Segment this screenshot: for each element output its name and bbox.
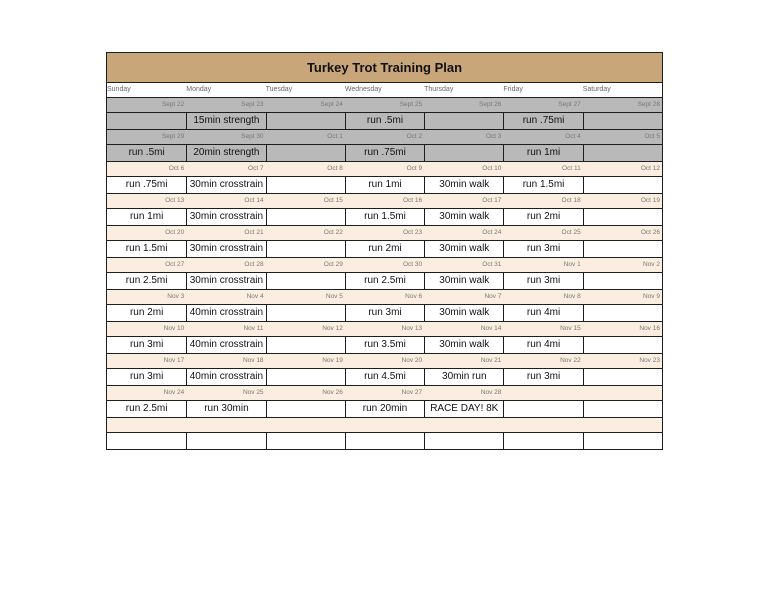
activity-cell[interactable]: 30min run — [424, 369, 503, 385]
date-cell: Oct 31 — [482, 261, 502, 268]
activity-cell[interactable]: run 1.5mi — [125, 243, 168, 254]
date-cell: Oct 23 — [402, 229, 423, 236]
activity-cell[interactable] — [266, 401, 345, 417]
activity-cell[interactable]: run .75mi — [503, 113, 582, 129]
date-row — [107, 162, 662, 176]
week-block — [107, 162, 662, 194]
activity-cell[interactable]: run 2mi — [503, 209, 582, 225]
day-header-tuesday: Tuesday — [265, 86, 293, 93]
date-cell: Oct 12 — [640, 165, 660, 172]
date-cell: Nov 3 — [167, 293, 185, 300]
date-cell: Nov 14 — [480, 325, 502, 332]
activity-cell[interactable]: run .75mi — [345, 145, 424, 161]
activity-cell[interactable] — [583, 209, 662, 225]
week-block — [107, 194, 662, 226]
date-row — [107, 258, 662, 272]
activity-cell[interactable]: run 2mi — [129, 307, 164, 318]
date-cell: Nov 8 — [563, 293, 581, 300]
date-cell — [266, 418, 345, 432]
day-header-saturday: Saturday — [582, 86, 611, 93]
activity-cell[interactable]: 30min walk — [424, 305, 503, 321]
activity-row — [107, 272, 662, 289]
activity-row — [107, 304, 662, 321]
activity-cell[interactable]: run 3mi — [129, 339, 164, 350]
week-block — [107, 386, 662, 418]
activity-cell[interactable]: run 4mi — [503, 337, 582, 353]
activity-cell[interactable]: run 30min — [186, 401, 265, 417]
activity-cell[interactable] — [266, 209, 345, 225]
activity-cell[interactable] — [186, 433, 265, 449]
activity-cell[interactable]: run 4mi — [503, 305, 582, 321]
activity-cell[interactable] — [583, 145, 662, 161]
date-cell: Nov 10 — [163, 325, 185, 332]
activity-cell[interactable] — [266, 241, 345, 257]
week-block — [107, 322, 662, 354]
day-header-monday: Monday — [186, 86, 212, 93]
date-cell: Oct 7 — [248, 165, 264, 172]
date-cell: Sept 23 — [241, 101, 264, 108]
week-block — [107, 226, 662, 258]
date-cell: Sept 30 — [241, 133, 264, 140]
date-cell: Sept 29 — [161, 133, 185, 140]
date-cell: Nov 16 — [639, 325, 660, 332]
date-cell: Oct 18 — [561, 197, 581, 204]
activity-cell[interactable]: 30min crosstrain — [186, 209, 265, 225]
date-row — [107, 290, 662, 304]
activity-cell[interactable]: 20min strength — [186, 145, 265, 161]
date-row — [107, 386, 662, 400]
date-cell — [583, 418, 662, 432]
week-block — [107, 130, 662, 162]
activity-cell[interactable]: 30min walk — [424, 273, 503, 289]
date-cell: Nov 5 — [325, 293, 343, 300]
activity-row — [107, 432, 662, 449]
date-cell: Oct 24 — [482, 229, 502, 236]
activity-cell[interactable]: RACE DAY! 8K — [424, 401, 503, 417]
activity-cell[interactable]: run 4.5mi — [345, 369, 424, 385]
date-row — [107, 418, 662, 432]
activity-cell[interactable]: run .5mi — [345, 113, 424, 129]
activity-cell[interactable] — [266, 337, 345, 353]
date-cell: Oct 21 — [244, 229, 264, 236]
activity-cell[interactable] — [107, 433, 186, 449]
date-cell: Nov 28 — [480, 389, 502, 396]
date-cell: Nov 11 — [243, 325, 264, 332]
activity-cell[interactable] — [424, 113, 503, 129]
date-cell: Nov 9 — [643, 293, 660, 300]
activity-cell[interactable] — [583, 337, 662, 353]
activity-cell[interactable]: 30min crosstrain — [186, 177, 265, 193]
activity-cell[interactable] — [583, 273, 662, 289]
activity-cell[interactable]: run 1mi — [503, 145, 582, 161]
activity-cell[interactable] — [266, 305, 345, 321]
date-cell: Sept 22 — [161, 101, 185, 108]
activity-cell[interactable]: run 3mi — [503, 369, 582, 385]
activity-cell[interactable]: 40min crosstrain — [186, 369, 265, 385]
date-cell — [345, 418, 424, 432]
date-cell: Nov 21 — [480, 357, 502, 364]
date-cell: Oct 19 — [640, 197, 660, 204]
date-row — [107, 194, 662, 208]
date-cell: Oct 22 — [323, 229, 343, 236]
date-cell: Sept 28 — [637, 101, 660, 108]
activity-cell[interactable] — [266, 177, 345, 193]
activity-cell[interactable]: run 1.5mi — [503, 177, 582, 193]
date-cell: Sept 26 — [479, 101, 502, 108]
day-of-week-header — [107, 83, 662, 98]
date-cell: Oct 2 — [406, 133, 423, 140]
date-cell: Nov 24 — [163, 389, 185, 396]
date-cell: Sept 24 — [320, 101, 343, 108]
day-header-friday: Friday — [503, 86, 523, 93]
activity-cell[interactable] — [503, 433, 582, 449]
activity-row — [107, 144, 662, 161]
activity-cell[interactable]: run 1.5mi — [345, 209, 424, 225]
date-cell: Sept 27 — [558, 101, 581, 108]
activity-row — [107, 240, 662, 257]
activity-row — [107, 208, 662, 225]
date-cell: Nov 19 — [322, 357, 343, 364]
date-cell: Oct 3 — [485, 133, 502, 140]
date-row — [107, 98, 662, 112]
date-cell: Oct 20 — [165, 229, 185, 236]
date-cell: Oct 29 — [323, 261, 343, 268]
activity-cell[interactable]: 30min walk — [424, 177, 503, 193]
activity-row — [107, 400, 662, 417]
date-cell: Oct 6 — [168, 165, 185, 172]
date-cell: Oct 1 — [327, 133, 343, 140]
date-cell: Oct 25 — [561, 229, 581, 236]
date-cell: Nov 13 — [401, 325, 423, 332]
activity-cell[interactable]: run 3mi — [345, 305, 424, 321]
date-cell: Oct 9 — [406, 165, 423, 172]
activity-row — [107, 112, 662, 129]
date-cell: Nov 26 — [322, 389, 343, 396]
activity-cell[interactable]: 30min walk — [424, 209, 503, 225]
week-block — [107, 354, 662, 386]
activity-cell[interactable] — [266, 145, 345, 161]
date-row — [107, 322, 662, 336]
date-cell — [503, 386, 582, 400]
activity-cell[interactable] — [107, 113, 186, 129]
training-calendar — [106, 52, 663, 450]
date-cell: Oct 26 — [640, 229, 660, 236]
activity-cell[interactable] — [583, 177, 662, 193]
date-cell: Oct 27 — [165, 261, 185, 268]
date-cell — [186, 418, 265, 432]
activity-cell[interactable]: run 2mi — [345, 241, 424, 257]
activity-cell[interactable] — [583, 369, 662, 385]
activity-cell[interactable]: run 1mi — [345, 177, 424, 193]
activity-cell[interactable]: run 3mi — [503, 273, 582, 289]
date-cell: Oct 10 — [482, 165, 502, 172]
activity-cell[interactable]: 40min crosstrain — [186, 305, 265, 321]
activity-cell[interactable] — [345, 433, 424, 449]
activity-row — [107, 368, 662, 385]
activity-cell[interactable] — [583, 305, 662, 321]
activity-cell[interactable]: 30min walk — [424, 337, 503, 353]
date-cell: Nov 17 — [163, 357, 185, 364]
date-cell: Nov 18 — [242, 357, 264, 364]
date-row — [107, 354, 662, 368]
day-header-thursday: Thursday — [424, 86, 454, 93]
activity-cell[interactable] — [424, 433, 503, 449]
date-row — [107, 226, 662, 240]
date-cell — [424, 418, 503, 432]
date-cell — [583, 386, 662, 400]
date-cell: Nov 6 — [405, 293, 423, 300]
day-header-wednesday: Wednesday — [344, 86, 382, 93]
activity-cell[interactable]: run 3mi — [129, 371, 164, 382]
activity-cell[interactable]: 30min crosstrain — [186, 273, 265, 289]
date-cell: Nov 27 — [401, 389, 423, 396]
date-cell: Nov 1 — [563, 261, 581, 268]
date-cell: Oct 17 — [482, 197, 502, 204]
activity-cell[interactable]: run 20min — [345, 401, 424, 417]
date-cell: Oct 28 — [244, 261, 264, 268]
activity-cell[interactable]: run 1mi — [129, 211, 164, 222]
date-cell: Nov 2 — [643, 261, 660, 268]
date-cell: Oct 11 — [562, 165, 581, 172]
date-cell — [107, 418, 186, 432]
date-row — [107, 130, 662, 144]
activity-cell[interactable] — [266, 433, 345, 449]
activity-cell[interactable]: run 2.5mi — [125, 403, 168, 414]
day-header-sunday: Sunday — [107, 86, 131, 93]
date-cell: Oct 13 — [165, 197, 185, 204]
activity-cell[interactable] — [266, 273, 345, 289]
date-cell: Oct 4 — [565, 133, 581, 140]
activity-cell[interactable] — [503, 401, 582, 417]
week-block — [107, 290, 662, 322]
week-block — [107, 258, 662, 290]
activity-cell[interactable]: run .75mi — [125, 179, 168, 190]
date-cell: Oct 14 — [244, 197, 264, 204]
date-cell — [503, 418, 582, 432]
activity-cell[interactable]: 15min strength — [186, 113, 265, 129]
date-cell: Nov 12 — [322, 325, 343, 332]
activity-cell[interactable]: run 2.5mi — [345, 273, 424, 289]
date-cell: Nov 15 — [560, 325, 581, 332]
date-cell: Nov 25 — [242, 389, 264, 396]
activity-cell[interactable] — [583, 241, 662, 257]
activity-cell[interactable]: 30min walk — [424, 241, 503, 257]
activity-cell[interactable] — [424, 145, 503, 161]
date-cell: Nov 20 — [401, 357, 423, 364]
activity-cell[interactable] — [583, 113, 662, 129]
date-cell: Nov 22 — [560, 357, 581, 364]
activity-cell[interactable]: run 2.5mi — [125, 275, 168, 286]
weeks-container — [107, 98, 662, 449]
activity-row — [107, 336, 662, 353]
date-cell: Nov 4 — [246, 293, 264, 300]
activity-cell[interactable]: 40min crosstrain — [186, 337, 265, 353]
week-block — [107, 418, 662, 449]
activity-cell[interactable]: run .5mi — [128, 147, 165, 158]
date-cell: Oct 8 — [327, 165, 343, 172]
activity-cell[interactable] — [266, 369, 345, 385]
week-block — [107, 98, 662, 130]
date-cell: Oct 30 — [402, 261, 423, 268]
date-cell: Nov 23 — [639, 357, 660, 364]
plan-title: Turkey Trot Training Plan — [107, 53, 662, 83]
activity-cell[interactable]: 30min crosstrain — [186, 241, 265, 257]
activity-row — [107, 176, 662, 193]
date-cell: Oct 5 — [644, 133, 660, 140]
activity-cell[interactable]: run 3mi — [503, 241, 582, 257]
activity-cell[interactable] — [266, 113, 345, 129]
activity-cell[interactable]: run 3.5mi — [345, 337, 424, 353]
date-cell: Sept 25 — [399, 101, 423, 108]
date-cell: Nov 7 — [484, 293, 502, 300]
activity-cell[interactable] — [583, 433, 662, 449]
date-cell: Oct 16 — [402, 197, 423, 204]
date-cell: Oct 15 — [323, 197, 343, 204]
activity-cell[interactable] — [583, 401, 662, 417]
